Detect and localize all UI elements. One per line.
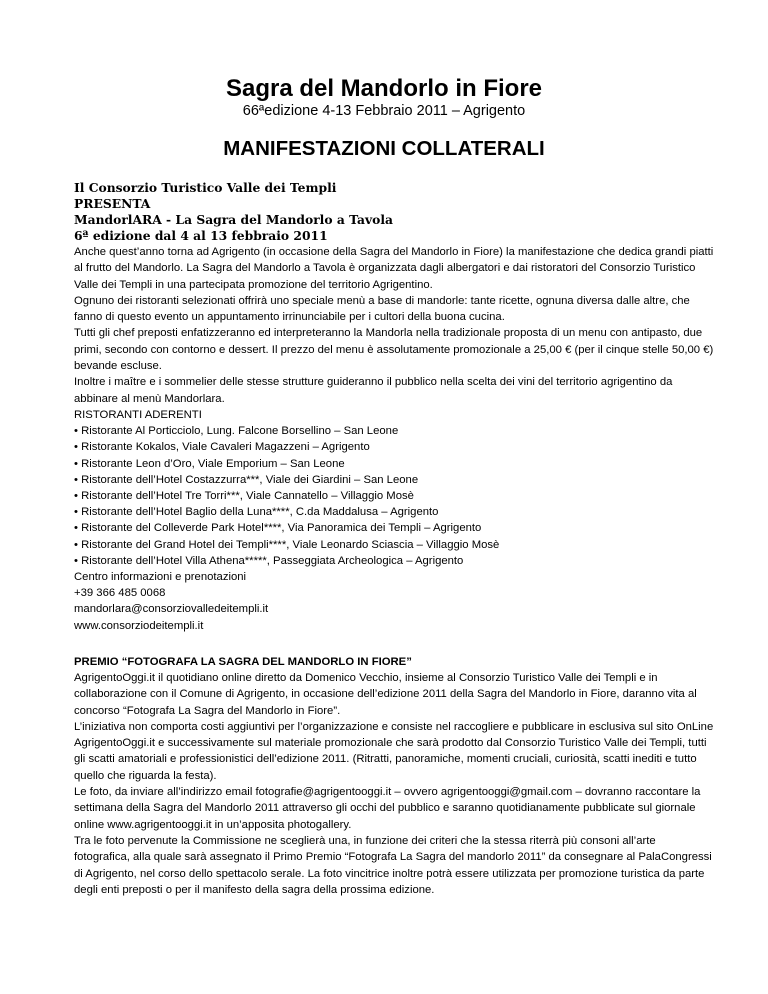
premio-intro-paragraph: AgrigentoOggi.it il quotidiano online diretto da Domenico Vecchio, insieme al Consorzio Turistico Valle dei Templi e in collaborazione con il Comune di Agrigento, in occasione dell’edizione 2011 della Sagra del Mandorlo in Fiore, daranno vita al concorso “Fotografa La Sagra del Mandorlo in Fiore”. xyxy=(74,672,697,717)
restaurant-item: • Ristorante del Grand Hotel dei Templi****, Viale Leonardo Sciascia – Villaggio Mosè xyxy=(74,538,500,551)
restaurant-item: • Ristorante dell’Hotel Costazzurra***, Viale dei Giardini – San Leone xyxy=(74,473,419,486)
restaurant-item: • Ristorante Al Porticciolo, Lung. Falcone Borsellino – San Leone xyxy=(74,425,399,438)
restaurant-item: • Ristorante Kokalos, Viale Cavaleri Magazzeni – Agrigento xyxy=(74,441,370,454)
email-address: mandorlara@consorziovalledeitempli.it xyxy=(74,603,269,616)
presenter-line: Il Consorzio Turistico Valle dei Templi xyxy=(74,180,337,195)
premio-photos-paragraph: Le foto, da inviare all’indirizzo email fotografie@agrigentooggi.it – ovvero agrigentooggi@gmail.com – dovranno raccontare la settimana della Sagra del Mandorlo 2011 attraverso gli occhi del pubblico e saranno quotidianamente pubblicate sul giornale online www.agrigentooggi.it in un’apposita photogallery. xyxy=(74,786,701,831)
website-url: www.consorziodeitempli.it xyxy=(74,619,204,632)
mandorlara-section xyxy=(74,180,714,634)
premio-title: PREMIO “FOTOGRAFA LA SAGRA DEL MANDORLO IN FIORE” xyxy=(74,656,412,668)
premio-initiative-paragraph: L’iniziativa non comporta costi aggiuntivi per l’organizzazione e consiste nel raccogliere e pubblicare in esclusiva sul sito OnLine AgrigentoOggi.it e successivamente sul materiale promozionale che sarà prodotto dal Consorzio Turistico Valle dei Templi, tutti gli scatti amatoriali e professionistici dell’edizione 2011. (Ritratti, panoramiche, momenti cruciali, curiosità, scatti inediti e tutto quello che riguarda la festa). xyxy=(74,720,714,782)
intro-paragraph: Anche quest’anno torna ad Agrigento (in occasione della Sagra del Mandorlo in Fiore) la manifestazione che dedica grandi piatti al frutto del Mandorlo. La Sagra del Mandorlo a Tavola è organizzata dagli albergatori e dai ristoratori del Consorzio Turistico Valle dei Templi in una partecipata promozione del territorio Agrigentino. xyxy=(74,246,714,291)
restaurant-item: • Ristorante dell’Hotel Tre Torri***, Viale Cannatello – Villaggio Mosè xyxy=(74,489,414,502)
info-label: Centro informazioni e prenotazioni xyxy=(74,571,247,583)
page-title: Sagra del Mandorlo in Fiore xyxy=(225,75,543,102)
edition-dates-line: 6ª edizione dal 4 al 13 febbraio 2011 xyxy=(74,228,328,243)
phone-number: +39 366 485 0068 xyxy=(74,587,166,600)
page-subtitle: 66ªedizione 4-13 Febbraio 2011 – Agrigento xyxy=(242,103,526,119)
chef-paragraph: Tutti gli chef preposti enfatizzeranno ed interpreteranno la Mandorla nella tradizionale proposta di un menu con antipasto, due primi, secondo con contorno e dessert. Il prezzo del menu è assolutamente promozionale a 25,00 € (per il cinque stelle 50,00 €) bevande escluse. xyxy=(74,327,714,373)
section-heading: MANIFESTAZIONI COLLATERALI xyxy=(223,137,545,160)
restaurants-title: RISTORANTI ADERENTI xyxy=(74,408,202,421)
premio-award-paragraph: Tra le foto pervenute la Commissione ne sceglierà una, in funzione dei criteri che la stessa riterrà più consoni all’arte fotografica, alla quale sarà assegnato il Primo Premio “Fotografa La Sagra del mandorlo 2011” da consegnare al PalaCongressi di Agrigento, nel corso dello spettacolo serale. La foto vincitrice inoltre potrà essere utilizzata per promozione turistica da parte degli enti preposti o per il manifesto della sagra della prossima edizione. xyxy=(74,834,712,896)
restaurant-item: • Ristorante dell’Hotel Villa Athena*****, Passeggiata Archeologica – Agrigento xyxy=(74,554,464,567)
restaurant-item: • Ristorante del Colleverde Park Hotel****, Via Panoramica dei Templi – Agrigento xyxy=(74,522,482,535)
event-name-line: MandorlARA - La Sagra del Mandorlo a Tavola xyxy=(74,212,394,227)
sommelier-paragraph: Inoltre i maître e i sommelier delle stesse strutture guideranno il pubblico nella scelta dei vini del territorio agrigentino da abbinare al menù Mandorlara. xyxy=(74,376,673,405)
premio-section xyxy=(74,654,714,898)
restaurant-item: • Ristorante dell’Hotel Baglio della Luna****, C.da Maddalusa – Agrigento xyxy=(74,506,439,519)
presenta-line: PRESENTA xyxy=(74,196,151,211)
restaurant-item: • Ristorante Leon d’Oro, Viale Emporium – San Leone xyxy=(74,457,345,470)
menu-paragraph: Ognuno dei ristoranti selezionati offrirà uno speciale menù a base di mandorle: tante ricette, ognuna diversa dalle altre, che fanno di questo evento un appuntamento irrinunciabile per i cultori della buona cucina. xyxy=(74,294,690,324)
